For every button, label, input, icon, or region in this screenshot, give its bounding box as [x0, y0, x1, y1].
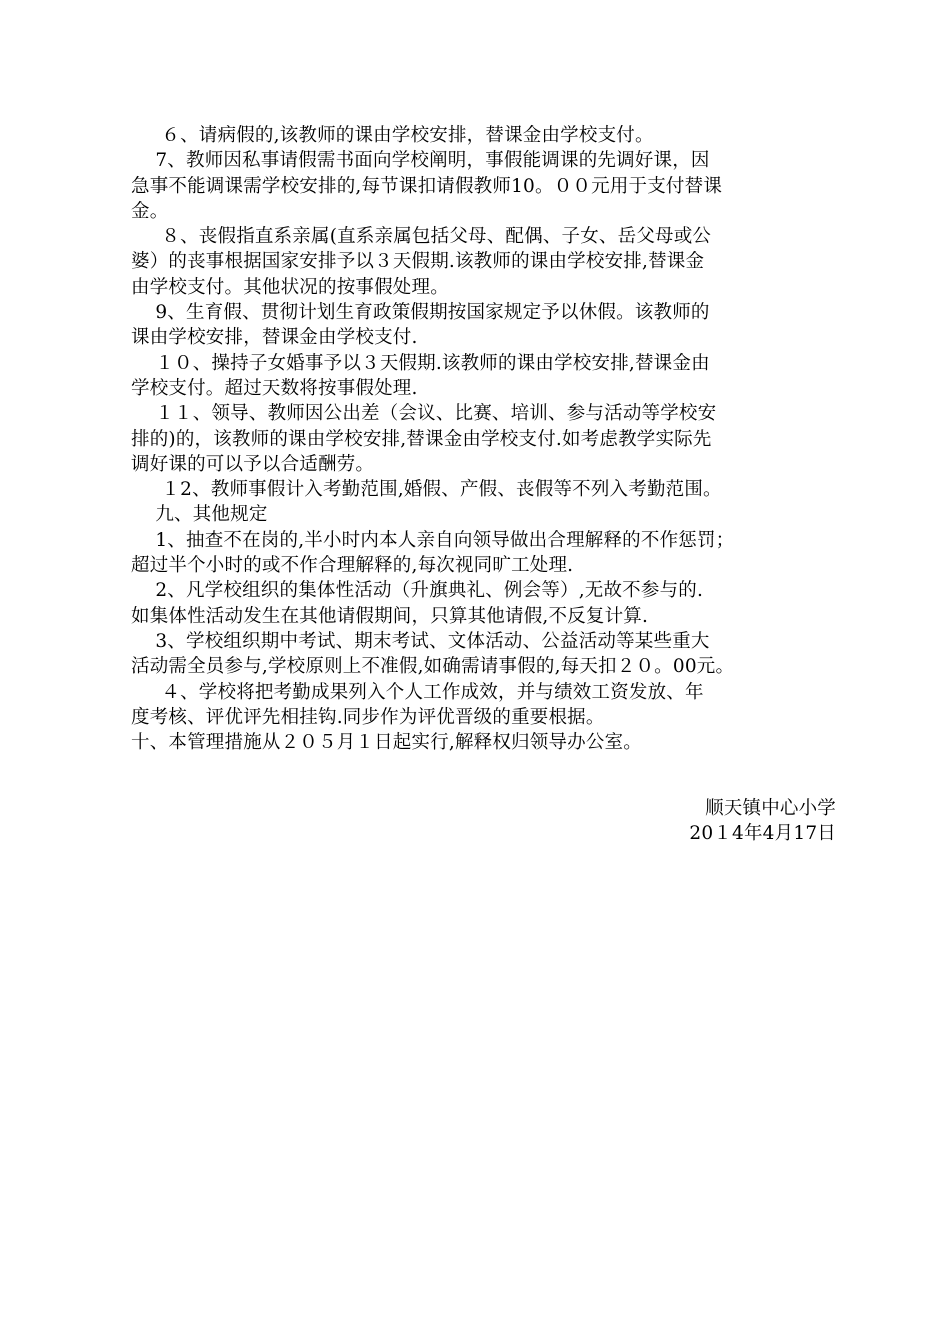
signature-block: [689, 796, 836, 847]
paragraph-line: ４、学校将把考勤成果列入个人工作成效，并与绩效工资发放、年: [131, 681, 704, 703]
paragraph-line: 排的)的，该教师的课由学校安排,替课金由学校支付.如考虑教学实际先: [131, 428, 712, 450]
paragraph-line: 超过半个小时的或不作合理解释的,每次视同旷工处理.: [131, 555, 574, 577]
paragraph-line: 金。: [131, 200, 169, 222]
paragraph-line: １2、教师事假计入考勤范围,婚假、产假、丧假等不列入考勤范围。: [131, 479, 722, 501]
paragraph-line: 活动需全员参与,学校原则上不准假,如确需请事假的,每天扣２０。00元。: [131, 656, 735, 678]
paragraph-line: 急事不能调课需学校安排的,每节课扣请假教师10。００元用于支付替课: [131, 175, 723, 197]
document-body: [131, 123, 841, 755]
paragraph-line: ６、请病假的,该教师的课由学校安排，替课金由学校支付。: [131, 125, 654, 146]
signature-date: 20１4年4月17日: [689, 823, 836, 845]
paragraph-line: 婆）的丧事根据国家安排予以３天假期.该教师的课由学校安排,替课金: [131, 251, 705, 273]
paragraph-line: ８、丧假指直系亲属(直系亲属包括父母、配偶、子女、岳父母或公: [131, 226, 712, 248]
paragraph-line: 1、抽查不在岗的,半小时内本人亲自向领导做出合理解释的不作惩罚；: [131, 529, 735, 551]
paragraph-line: 9、生育假、贯彻计划生育政策假期按国家规定予以休假。该教师的: [131, 302, 710, 324]
paragraph-line: 调好课的可以予以合适酬劳。: [131, 453, 375, 475]
paragraph-line: 3、学校组织期中考试、期末考试、文体活动、公益活动等某些重大: [131, 630, 710, 652]
paragraph-line: １０、操持子女婚事予以３天假期.该教师的课由学校安排,替课金由: [131, 352, 710, 374]
paragraph-line: １１、领导、教师因公出差（会议、比赛、培训、参与活动等学校安: [131, 403, 717, 425]
paragraph-line: 课由学校安排，替课金由学校支付.: [131, 327, 418, 349]
paragraph-line: 度考核、评优评先相挂钩.同步作为评优晋级的重要根据。: [131, 706, 605, 728]
section-heading: 九、其他规定: [131, 504, 268, 526]
organization-name: 顺天镇中心小学: [705, 798, 836, 819]
paragraph-line: 学校支付。超过天数将按事假处理.: [131, 377, 418, 399]
paragraph-line: 2、凡学校组织的集体性活动（升旗典礼、例会等）,无故不参与的.: [131, 580, 704, 602]
paragraph-line: 7、教师因私事请假需书面向学校阐明，事假能调课的先调好课，因: [131, 150, 710, 172]
paragraph-line: 由学校支付。其他状况的按事假处理。: [131, 276, 449, 298]
section-heading: 十、本管理措施从２０５月１日起实行,解释权归领导办公室。: [131, 732, 642, 754]
paragraph-line: 如集体性活动发生在其他请假期间，只算其他请假,不反复计算.: [131, 605, 649, 627]
